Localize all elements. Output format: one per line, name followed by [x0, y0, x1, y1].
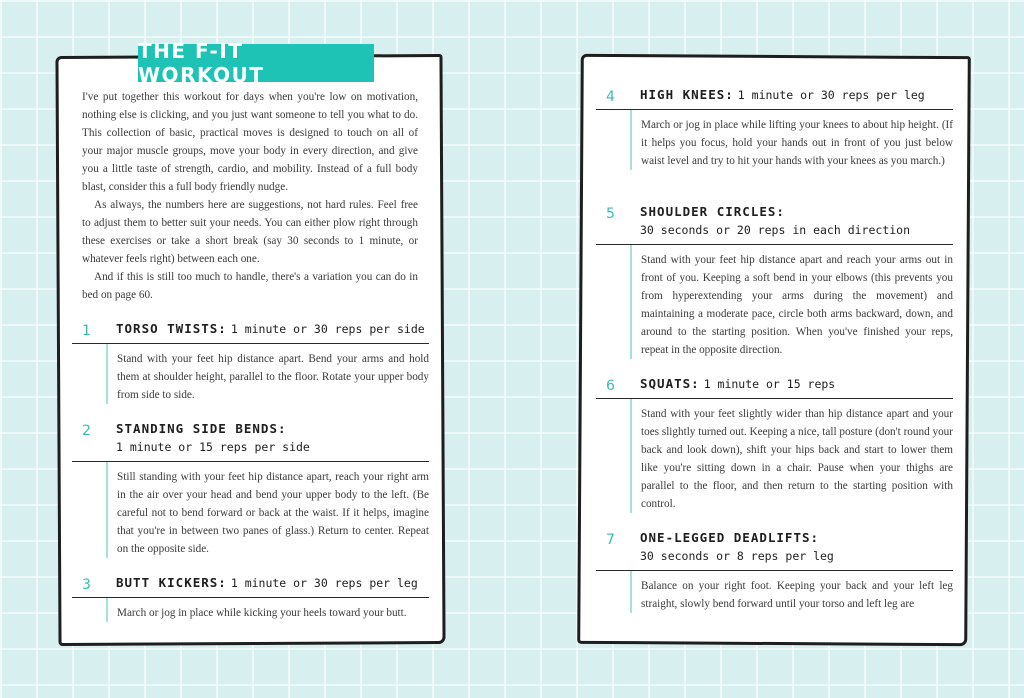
exercise-title: ONE-LEGGED DEADLIFTS: — [640, 530, 820, 545]
exercise-number: 4 — [606, 89, 615, 105]
exercise-number: 7 — [606, 532, 615, 548]
exercise-number: 3 — [82, 577, 91, 593]
exercise-torso-twists — [72, 320, 429, 404]
exercise-description: Stand with your feet hip distance apart and reach your arms out in front of you. Keeping a soft bend in your elbows (this prevents you from hyperextending your arms during the movement) and maintaining a moderate pace, circle both arms backward, down, and around to the starting position. When you've finished your reps, repeat in the opposite direction. — [630, 245, 953, 359]
intro-text — [82, 88, 418, 304]
exercise-standing-side-bends — [72, 420, 429, 558]
exercise-one-legged-deadlifts — [596, 529, 953, 613]
exercise-number: 1 — [82, 323, 91, 339]
exercise-shoulder-circles — [596, 203, 953, 359]
exercise-duration: 1 minute or 30 reps per leg — [230, 576, 418, 590]
exercise-header — [72, 420, 429, 462]
exercise-description: March or jog in place while kicking your heels toward your butt. — [106, 598, 429, 622]
exercise-duration: 30 seconds or 8 reps per leg — [640, 549, 834, 563]
exercise-header — [72, 320, 429, 344]
exercise-title: BUTT KICKERS: — [116, 575, 227, 590]
exercise-description: Stand with your feet hip distance apart. Bend your arms and hold them at shoulder height, parallel to the floor. Rotate your upper body from side to side. — [106, 344, 429, 404]
exercise-high-knees — [596, 86, 953, 170]
exercise-duration: 1 minute or 15 reps — [703, 377, 836, 391]
exercise-duration: 1 minute or 15 reps per side — [116, 440, 310, 454]
exercise-header — [596, 203, 953, 245]
exercise-header — [72, 574, 429, 598]
exercise-duration: 1 minute or 30 reps per leg — [737, 88, 925, 102]
exercise-number: 2 — [82, 423, 91, 439]
exercise-title: SHOULDER CIRCLES: — [640, 204, 785, 219]
exercise-title: SQUATS: — [640, 376, 700, 391]
exercise-header — [596, 86, 953, 110]
exercise-title: STANDING SIDE BENDS: — [116, 421, 287, 436]
intro-paragraph-1: I've put together this workout for days when you're low on motivation, nothing else is clicking, and you just want someone to tell you what to do. This collection of basic, practical moves is designed to touch on all of your major muscle groups, move your body in every direction, and give you a little taste of strength, cardio, and mobility. Instead of a full body blast, consider this a full body friendly nudge. — [82, 91, 418, 193]
exercise-duration: 30 seconds or 20 reps in each direction — [640, 223, 911, 237]
exercise-description: Still standing with your feet hip distance apart, reach your right arm in the air over your head and bend your upper body to the left. (Be careful not to bend forward or back at the waist. If it helps, imagine that you're in between two panes of glass.) Return to center. Repeat on the opposite side. — [106, 462, 429, 558]
exercise-description: Stand with your feet slightly wider than hip distance apart and your toes slightly turned out. Keeping a nice, tall posture (don't round your back and look down), shift your hips back and start to lower them like you're sitting down in a chair. Pause when your thighs are parallel to the floor, and then return to the starting position with control. — [630, 399, 953, 513]
exercise-title: TORSO TWISTS: — [116, 321, 227, 336]
exercise-title: HIGH KNEES: — [640, 87, 734, 102]
exercise-number: 5 — [606, 206, 615, 222]
exercise-header — [596, 375, 953, 399]
exercise-header — [596, 529, 953, 571]
exercise-squats — [596, 375, 953, 513]
exercise-number: 6 — [606, 378, 615, 394]
page-title: THE F-IT WORKOUT — [138, 44, 374, 82]
intro-paragraph-2: As always, the numbers here are suggestions, not hard rules. Feel free to adjust them to better suit your needs. You can either plow right through these exercises or take a short break (say 30 seconds to 1 minute, or whatever feels right) between each one. — [82, 199, 418, 265]
exercise-description: Balance on your right foot. Keeping your back and your left leg straight, slowly bend forward until your torso and left leg are — [630, 571, 953, 613]
intro-paragraph-3: And if this is still too much to handle, there's a variation you can do in bed on page 60. — [82, 271, 418, 301]
exercise-duration: 1 minute or 30 reps per side — [230, 322, 425, 336]
exercise-description: March or jog in place while lifting your knees to about hip height. (If it helps you focus, hold your hands out in front of you just below waist level and try to hit your hands with your knees as you march.) — [630, 110, 953, 170]
exercise-butt-kickers — [72, 574, 429, 622]
